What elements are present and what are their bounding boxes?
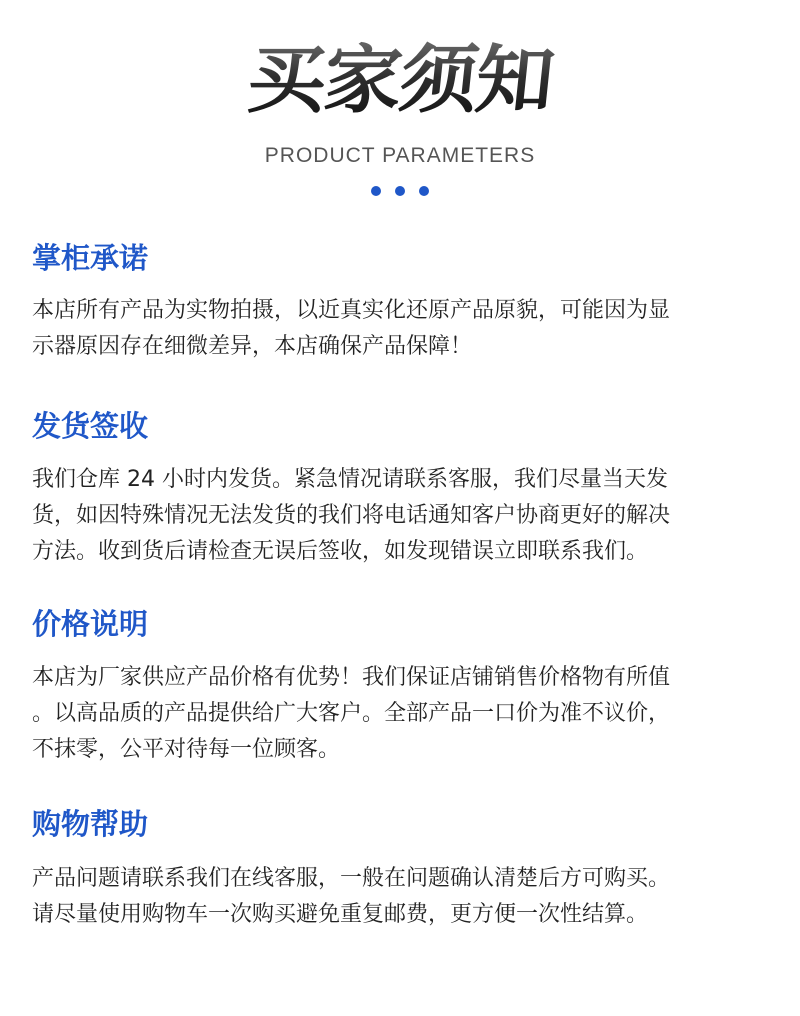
section-title-help: 购物帮助 <box>32 807 149 841</box>
section-body-pricing <box>32 660 772 768</box>
dot-icon <box>395 186 405 196</box>
paragraph-line: 本店为厂家供应产品价格有优势！我们保证店铺销售价格物有所值 <box>32 665 671 690</box>
paragraph-line: 不抹零，公平对待每一位顾客。 <box>32 737 341 762</box>
paragraph-line: 方法。收到货后请检查无误后签收，如发现错误立即联系我们。 <box>32 539 649 564</box>
paragraph-line: 我们仓库 24 小时内发货。紧急情况请联系客服，我们尽量当天发 <box>32 467 668 492</box>
dot-icon <box>371 186 381 196</box>
dot-icon <box>419 186 429 196</box>
paragraph-line: 请尽量使用购物车一次购买避免重复邮费，更方便一次性结算。 <box>32 902 649 927</box>
section-title-shipping: 发货签收 <box>32 409 149 443</box>
page-subtitle: PRODUCT PARAMETERS <box>264 144 536 167</box>
paragraph-line: 本店所有产品为实物拍摄，以近真实化还原产品原貌，可能因为显 <box>32 298 671 323</box>
paragraph-line: 货，如因特殊情况无法发货的我们将电话通知客户协商更好的解决 <box>32 503 671 528</box>
section-body-shipping <box>32 462 772 570</box>
section-title-promise: 掌柜承诺 <box>32 241 149 275</box>
paragraph-line: 。以高品质的产品提供给广大客户。全部产品一口价为准不议价， <box>32 701 671 726</box>
paragraph-line: 示器原因存在细微差异，本店确保产品保障！ <box>32 334 473 359</box>
section-title-pricing: 价格说明 <box>32 607 149 641</box>
section-body-help <box>32 861 772 933</box>
decorative-dots <box>0 186 800 196</box>
page-title: 买家须知 <box>243 38 557 124</box>
page-header <box>0 36 800 196</box>
paragraph-line: 产品问题请联系我们在线客服，一般在问题确认清楚后方可购买。 <box>32 866 671 891</box>
section-body-promise <box>32 293 772 365</box>
